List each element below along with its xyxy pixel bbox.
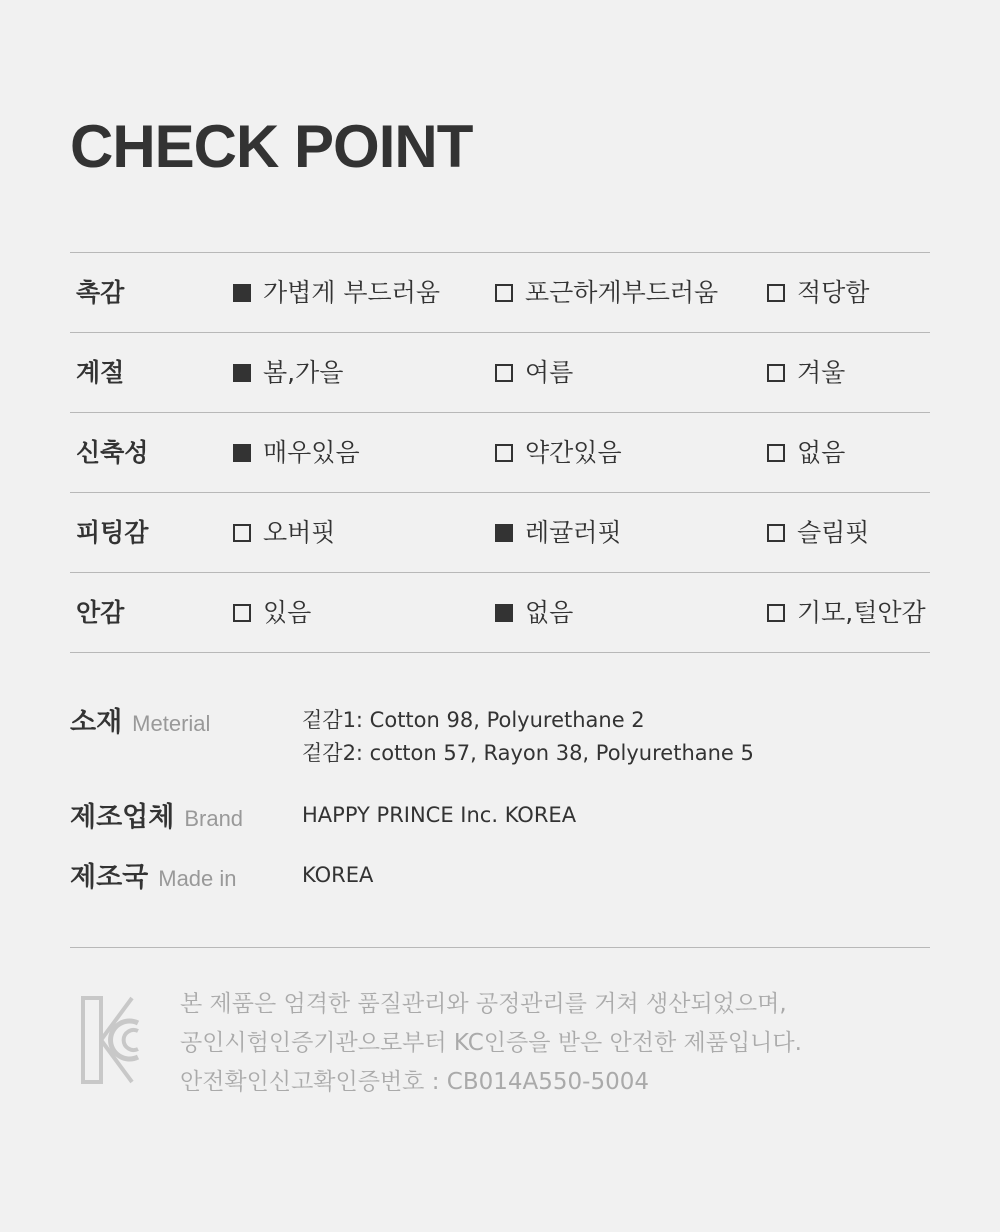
checkbox-empty-icon — [233, 524, 251, 542]
option-label: 겨울 — [797, 358, 846, 387]
checkbox-empty-icon — [767, 524, 785, 542]
option-label: 레귤러핏 — [525, 518, 622, 547]
option-label: 포근하게부드러움 — [525, 278, 719, 307]
checkbox-empty-icon — [495, 444, 513, 462]
check-option — [233, 253, 440, 332]
check-row — [70, 413, 930, 493]
kc-certification-icon — [80, 995, 142, 1089]
page-title: CHECK POINT — [70, 113, 473, 180]
option-label: 봄,가을 — [263, 358, 344, 387]
spec-value — [302, 704, 754, 770]
option-label: 슬림핏 — [797, 518, 870, 547]
row-label: 계절 — [76, 358, 125, 387]
checkbox-empty-icon — [767, 284, 785, 302]
material-line: 겉감1: Cotton 98, Polyurethane 2 — [302, 708, 645, 732]
option-label: 있음 — [263, 598, 312, 627]
check-option — [233, 333, 343, 412]
check-point-table — [70, 252, 930, 653]
option-label: 약간있음 — [525, 438, 622, 467]
check-option — [495, 253, 718, 332]
check-row — [70, 333, 930, 413]
option-label: 없음 — [525, 598, 574, 627]
check-option — [767, 253, 869, 332]
option-label: 가볍게 부드러움 — [263, 278, 440, 307]
check-option — [767, 333, 845, 412]
spec-key — [70, 795, 243, 834]
checkbox-checked-icon — [495, 524, 513, 542]
row-label: 피팅감 — [76, 518, 149, 547]
spec-label-en: Meterial — [132, 711, 211, 736]
row-label: 촉감 — [76, 278, 125, 307]
check-option — [495, 333, 573, 412]
checkbox-checked-icon — [233, 364, 251, 382]
row-label: 안감 — [76, 598, 125, 627]
checkbox-empty-icon — [767, 604, 785, 622]
check-option — [495, 413, 622, 492]
checkbox-empty-icon — [495, 364, 513, 382]
checkbox-empty-icon — [233, 604, 251, 622]
spec-key — [70, 855, 237, 894]
option-label: 없음 — [797, 438, 846, 467]
check-row — [70, 573, 930, 653]
spec-label-en: Brand — [184, 806, 244, 831]
option-label: 매우있음 — [263, 438, 360, 467]
check-option — [495, 493, 622, 572]
spec-label-ko: 제조업체 — [70, 802, 175, 833]
kc-notice-line: 공인시험인증기관으로부터 KC인증을 받은 안전한 제품입니다. — [180, 1030, 802, 1056]
checkbox-checked-icon — [233, 284, 251, 302]
kc-notice — [180, 985, 802, 1102]
material-line: 겉감2: cotton 57, Rayon 38, Polyurethane 5 — [302, 741, 754, 765]
check-row — [70, 253, 930, 333]
check-option — [495, 573, 573, 652]
check-option — [233, 573, 311, 652]
checkbox-checked-icon — [495, 604, 513, 622]
spec-value: KOREA — [302, 863, 374, 887]
row-label: 신축성 — [76, 438, 149, 467]
option-label: 기모,털안감 — [797, 598, 926, 627]
check-option — [767, 413, 845, 492]
check-option — [233, 413, 360, 492]
checkbox-empty-icon — [767, 364, 785, 382]
check-option — [767, 573, 926, 652]
section-divider — [70, 947, 930, 948]
spec-label-ko: 제조국 — [70, 862, 149, 893]
check-option — [233, 493, 335, 572]
option-label: 오버핏 — [263, 518, 336, 547]
check-option — [767, 493, 869, 572]
spec-key — [70, 700, 210, 739]
checkbox-empty-icon — [767, 444, 785, 462]
checkbox-empty-icon — [495, 284, 513, 302]
spec-label-en: Made in — [158, 866, 237, 891]
kc-notice-line: 본 제품은 엄격한 품질관리와 공정관리를 거쳐 생산되었으며, — [180, 991, 787, 1017]
spec-value: HAPPY PRINCE Inc. KOREA — [302, 803, 577, 827]
spec-label-ko: 소재 — [70, 707, 123, 738]
check-row — [70, 493, 930, 573]
option-label: 적당함 — [797, 278, 870, 307]
checkbox-checked-icon — [233, 444, 251, 462]
option-label: 여름 — [525, 358, 574, 387]
kc-notice-line: 안전확인신고확인증번호 : CB014A550-5004 — [180, 1069, 649, 1095]
